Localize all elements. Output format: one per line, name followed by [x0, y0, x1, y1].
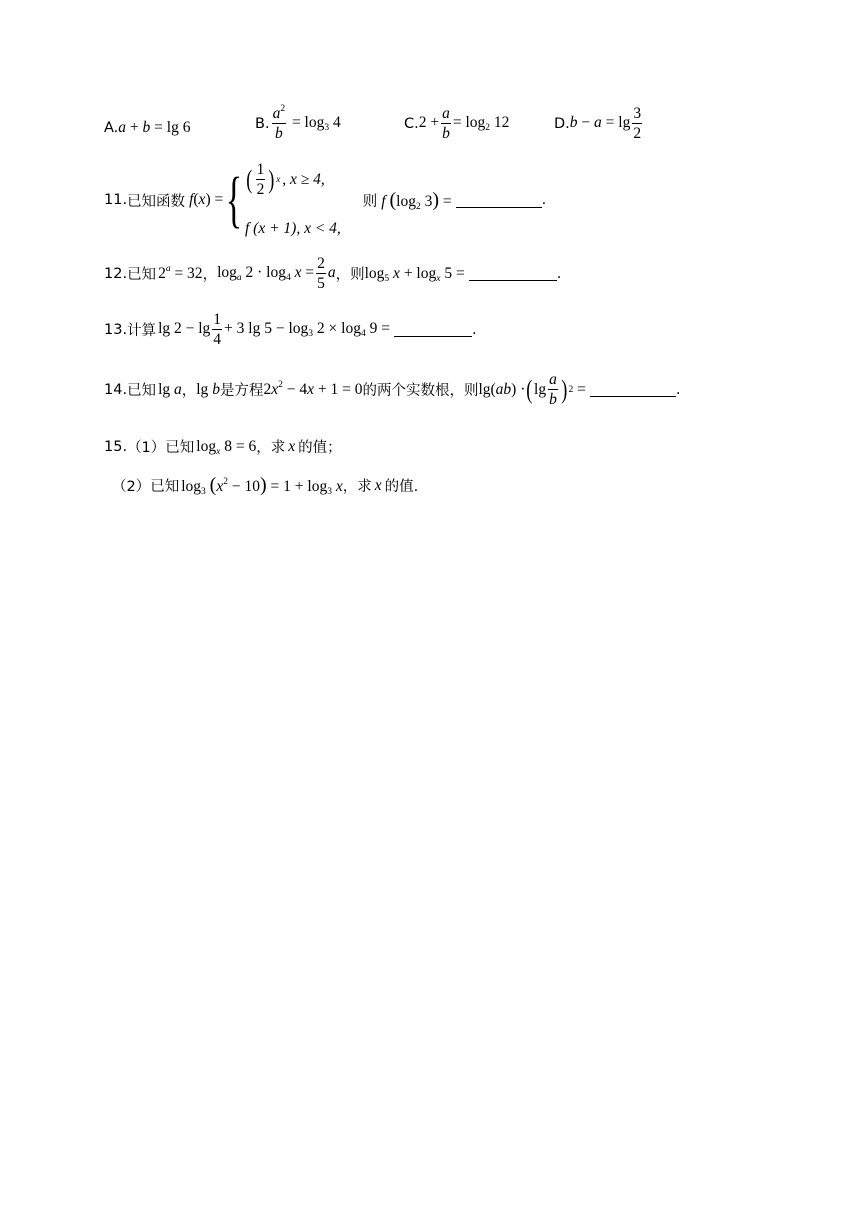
q12-eq2: $\log_a 2 \cdot \log_4 x$ = $\frac{2}{5}$ a	[217, 255, 336, 292]
question-14	[104, 372, 681, 407]
q14-tail: .	[675, 381, 681, 398]
q12-mid: ，则	[335, 267, 365, 283]
q15-part2-label: （2）已知	[112, 479, 180, 495]
q14-mid2: 的两个实数根，则	[362, 383, 479, 399]
option-d	[554, 106, 644, 141]
option-b	[255, 106, 341, 141]
q15-part2-mid: ，求	[342, 479, 372, 495]
q11-brace: {	[225, 166, 243, 234]
q14-lgb: lg b	[196, 380, 220, 398]
q13-expr: lg 2 − lg $\frac{1}{4}$ + 3 $\lg 5 - \log_3 2 \times \log_4 9$ =	[158, 311, 390, 348]
q11-expr: f ($\log_2$ 3) =	[381, 188, 452, 212]
q13-tail: .	[471, 321, 477, 338]
q11-case2: f (x + 1), x < 4,	[244, 220, 341, 237]
q12-tail: .	[556, 265, 562, 282]
q15-part1-equation: $\log_x 8 = 6$	[196, 437, 257, 457]
question-13	[104, 312, 477, 347]
q14-answer-blank[interactable]	[590, 382, 676, 397]
q12-text: 已知	[127, 267, 157, 283]
question-11	[104, 162, 546, 238]
q11-cases	[245, 162, 341, 238]
option-d-label: D.	[554, 115, 570, 132]
option-c-label: C.	[404, 115, 419, 132]
q14-comma: ，	[181, 383, 197, 399]
question-15-part-1	[104, 436, 342, 457]
question-15-part-2	[112, 474, 418, 497]
q13-number: 13.	[104, 321, 128, 338]
q15-part2-var: x	[374, 476, 382, 494]
option-c-expr: 2 + $\frac{a}{b}$ = $\log_2 12$	[418, 105, 510, 142]
q11-case1: ( $\frac{1}{2}$ ) x , x ≥ 4,	[246, 161, 325, 198]
q14-equation: $2x^2 - 4x + 1 = 0$	[263, 379, 363, 398]
q14-mid: 是方程	[219, 383, 264, 399]
option-a-expr: a + b = lg 6	[118, 119, 191, 136]
q15-part1-tail: 的值；	[298, 440, 342, 456]
option-b-expr: $\frac{a^2}{b}$ = $\log_3 4$	[272, 104, 341, 142]
q11-case1-cond: , x ≥ 4,	[282, 170, 325, 188]
q15-part1-label: （1）已知	[127, 440, 195, 456]
q12-eq1: $2^a = 32$	[158, 263, 203, 282]
option-c	[404, 106, 509, 141]
q15-number: 15.	[104, 438, 128, 455]
option-a	[104, 119, 190, 137]
q11-answer-blank[interactable]	[456, 193, 542, 208]
q13-answer-blank[interactable]	[394, 322, 472, 337]
q11-number: 11.	[104, 192, 128, 208]
q11-tail: .	[541, 192, 547, 208]
option-a-label: A.	[104, 120, 119, 136]
q12-answer-blank[interactable]	[469, 266, 557, 281]
q14-expr: lg( ab ) · ( lg $\frac{a}{b}$ ) 2 =	[478, 371, 586, 408]
q14-lga: lg a	[158, 380, 182, 398]
q15-part1-mid: ，求	[256, 440, 286, 456]
q11-function: f(x) =	[189, 191, 224, 208]
q12-comma1: ，	[202, 267, 218, 283]
option-d-expr: b − a = lg $\frac{3}{2}$	[569, 105, 642, 142]
option-b-label: B.	[255, 115, 270, 132]
q13-text: 计算	[127, 323, 157, 339]
q11-mid: 则	[362, 193, 378, 210]
q14-text: 已知	[127, 383, 157, 399]
q15-part1-var: x	[288, 437, 296, 455]
q11-text: 已知函数	[127, 193, 186, 210]
question-12	[104, 256, 561, 291]
q15-part2-equation: $\log_3 (x^2 - 10) = 1 + \log_3 x$	[181, 474, 343, 497]
q12-number: 12.	[104, 265, 128, 282]
q15-part2-tail: 的值.	[384, 479, 419, 495]
q12-expr: $\log_5 x + \log_x 5$ =	[364, 264, 465, 284]
q14-number: 14.	[104, 381, 128, 398]
